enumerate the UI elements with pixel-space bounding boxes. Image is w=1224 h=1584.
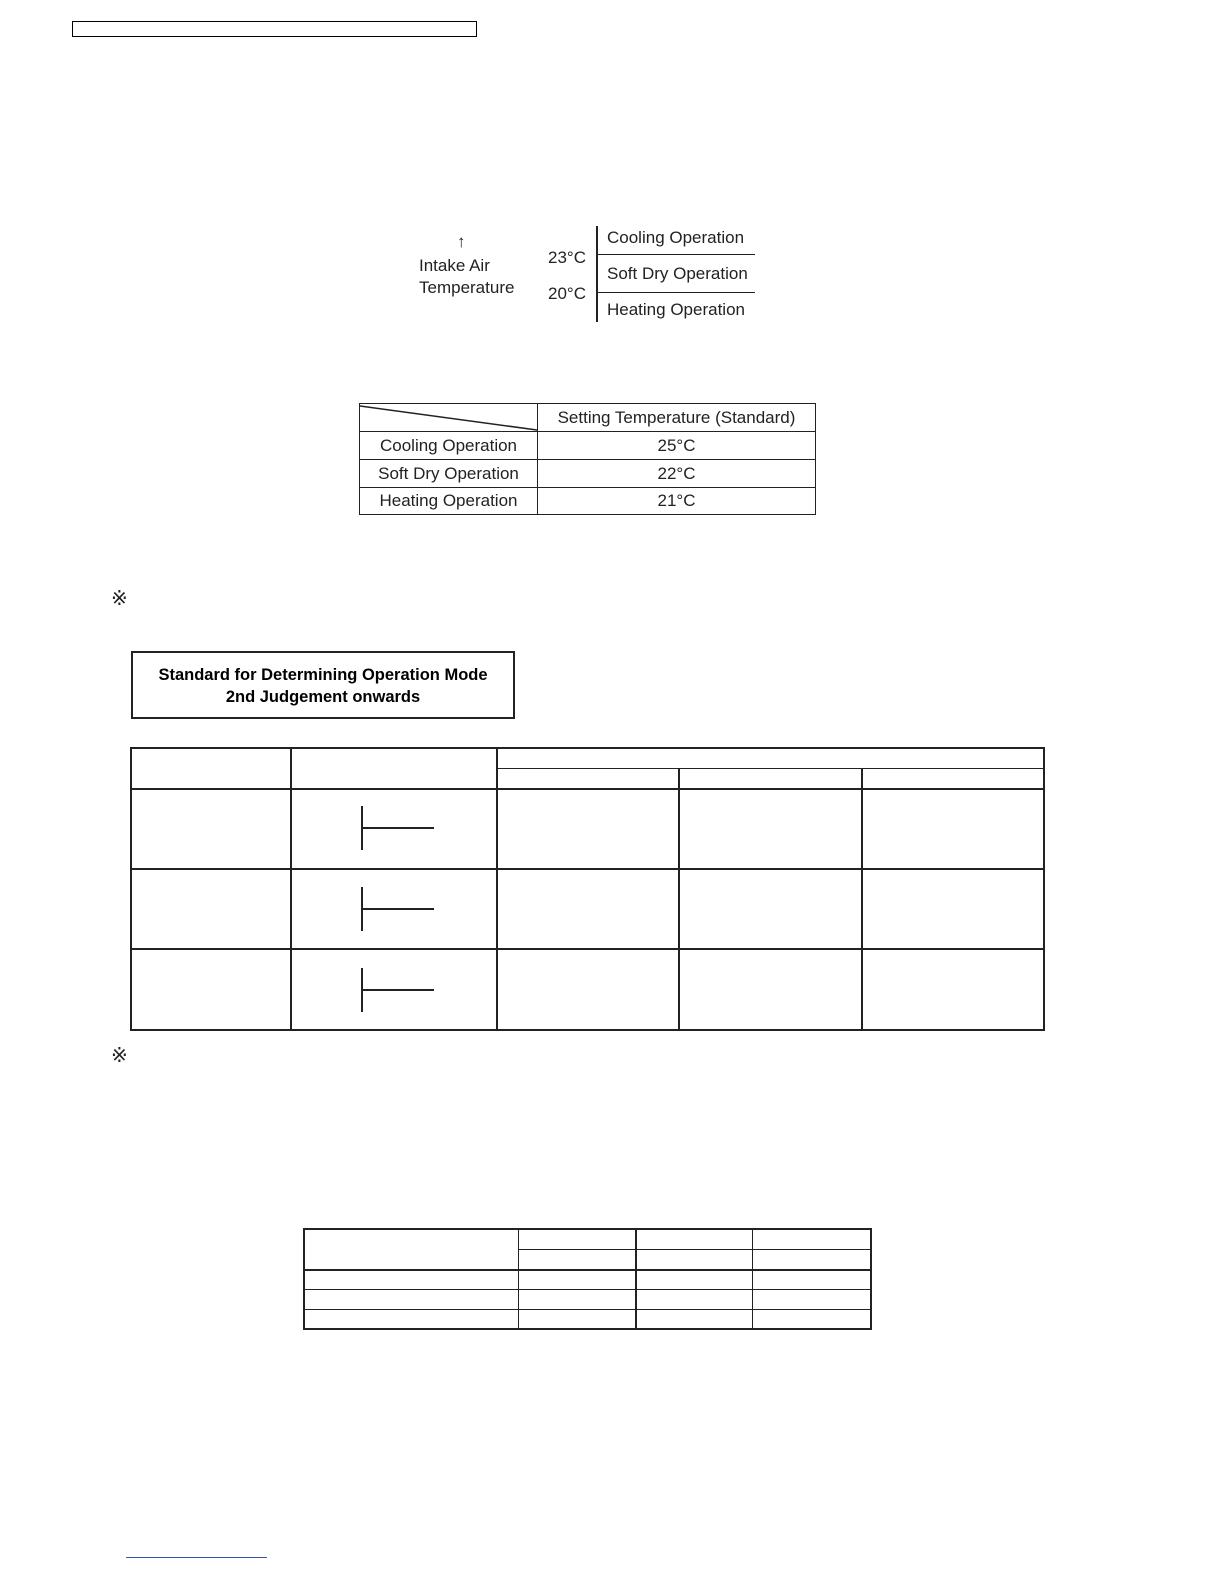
grid-row1 xyxy=(130,788,1045,790)
bgrid-col0 xyxy=(303,1228,305,1330)
grid-col2 xyxy=(496,747,498,1031)
bgrid-col4 xyxy=(870,1228,872,1330)
reference-mark-2: ※ xyxy=(111,1045,128,1067)
row-mode-softdry: Soft Dry Operation xyxy=(360,460,538,488)
setting-temperature-table xyxy=(359,403,816,515)
mark3-horizontal xyxy=(362,989,434,991)
grid-row3 xyxy=(130,948,1045,950)
diagram-divider-high xyxy=(598,254,755,255)
grid-col5 xyxy=(1043,747,1045,1031)
diagonal-line xyxy=(360,404,537,432)
mode-box-line2: 2nd Judgement onwards xyxy=(225,688,421,706)
setting-header: Setting Temperature (Standard) xyxy=(538,404,816,432)
bgrid-row1 xyxy=(303,1269,872,1271)
mark1-horizontal xyxy=(362,827,434,829)
diagram-mode-heating: Heating Operation xyxy=(607,300,745,319)
operation-mode-title-box xyxy=(131,651,515,719)
reference-mark-1: ※ xyxy=(111,588,128,610)
grid-col4 xyxy=(861,768,863,1031)
bgrid-top xyxy=(303,1228,872,1230)
footer-link-underline xyxy=(126,1557,267,1558)
row-mode-heating: Heating Operation xyxy=(360,488,538,515)
row-temp-softdry: 22°C xyxy=(538,460,816,488)
grid-bottom xyxy=(130,1029,1045,1031)
threshold-high: 23°C xyxy=(548,248,586,267)
mode-box-line1: Standard for Determining Operation Mode xyxy=(158,666,488,684)
diagram-mode-cooling: Cooling Operation xyxy=(607,228,745,247)
bgrid-col1 xyxy=(518,1228,519,1330)
row-temp-heating: 21°C xyxy=(538,488,816,515)
diagram-axis-line xyxy=(596,226,598,322)
up-arrow-icon: ↑ xyxy=(457,232,466,251)
bgrid-row3 xyxy=(303,1309,872,1310)
bgrid-col2 xyxy=(635,1228,637,1330)
mark2-horizontal xyxy=(362,908,434,910)
grid-top xyxy=(130,747,1045,749)
grid-subheader xyxy=(497,768,1045,769)
diagram-mode-softdry: Soft Dry Operation xyxy=(607,264,748,283)
grid-col1 xyxy=(290,747,292,1031)
diagonal-header-cell xyxy=(360,404,538,432)
grid-col3 xyxy=(678,768,680,1031)
grid-row2 xyxy=(130,868,1045,870)
grid-col0 xyxy=(130,747,132,1031)
intake-label-line2: Temperature xyxy=(419,278,515,297)
threshold-low: 20°C xyxy=(548,284,586,303)
bgrid-row2 xyxy=(303,1289,872,1290)
row-mode-cooling: Cooling Operation xyxy=(360,432,538,460)
page-header-box xyxy=(72,21,477,37)
intake-label-line1: Intake Air xyxy=(419,256,490,275)
row-temp-cooling: 25°C xyxy=(538,432,816,460)
bgrid-bottom xyxy=(303,1328,872,1330)
diagram-divider-low xyxy=(598,292,755,293)
bgrid-col3 xyxy=(752,1228,753,1330)
bgrid-sub xyxy=(518,1249,872,1250)
